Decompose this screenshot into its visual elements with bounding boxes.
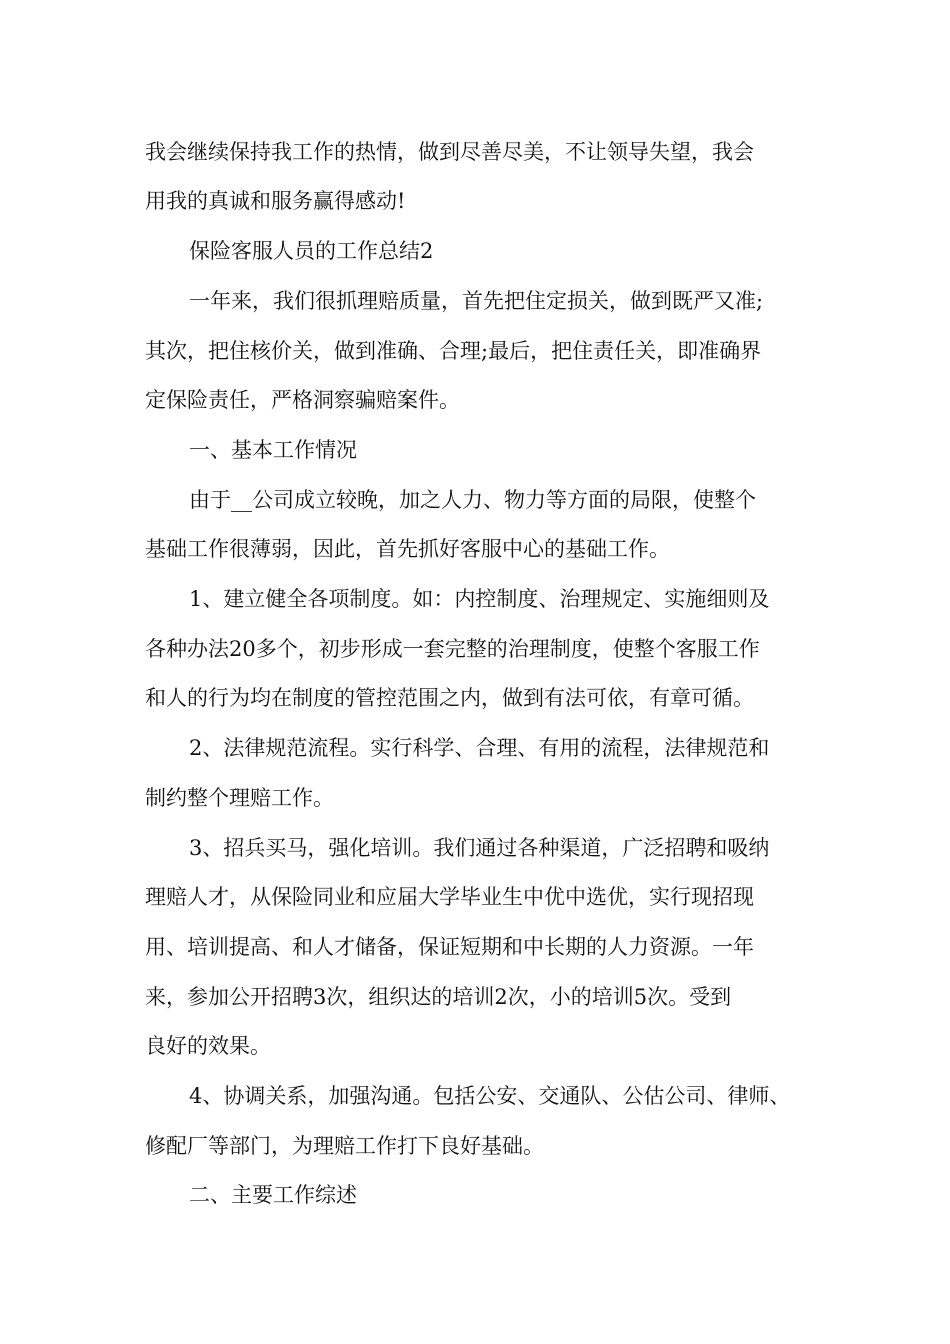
- paragraph-line: 用、培训提高、和人才储备，保证短期和中长期的人力资源。一年: [145, 935, 754, 959]
- paragraph-line: 良好的效果。: [145, 1034, 271, 1058]
- section-title: 保险客服人员的工作总结2: [189, 239, 434, 263]
- paragraph-line: 理赔人才，从保险同业和应届大学毕业生中优中选优，实行现招现: [145, 885, 754, 909]
- paragraph-line: 1、建立健全各项制度。如：内控制度、治理规定、实施细则及: [189, 587, 770, 611]
- paragraph-line: 3、招兵买马，强化培训。我们通过各种渠道，广泛招聘和吸纳: [189, 836, 770, 860]
- paragraph-line: 其次，把住核价关，做到准确、合理;最后，把住责任关，即准确界: [145, 339, 762, 363]
- paragraph-line: 来，参加公开招聘3次，组织达的培训2次，小的培训5次。受到: [145, 985, 732, 1009]
- paragraph-line: 基础工作很薄弱，因此，首先抓好客服中心的基础工作。: [145, 537, 670, 561]
- paragraph-line: 和人的行为均在制度的管控范围之内，做到有法可依，有章可循。: [145, 686, 754, 710]
- section-heading: 一、基本工作情况: [189, 438, 357, 462]
- paragraph-line: 修配厂等部门，为理赔工作打下良好基础。: [145, 1134, 544, 1158]
- paragraph-line: 用我的真诚和服务赢得感动!: [145, 189, 406, 213]
- paragraph-line: 制约整个理赔工作。: [145, 786, 334, 810]
- paragraph-line: 4、协调关系，加强沟通。包括公安、交通队、公估公司、律师、: [189, 1084, 791, 1108]
- paragraph-line: 我会继续保持我工作的热情，做到尽善尽美，不让领导失望，我会: [145, 140, 754, 164]
- paragraph-line: 一年来，我们很抓理赔质量，首先把住定损关，做到既严又准;: [189, 289, 764, 313]
- section-heading: 二、主要工作综述: [189, 1183, 357, 1207]
- paragraph-line: 2、法律规范流程。实行科学、合理、有用的流程，法律规范和: [189, 736, 770, 760]
- paragraph-line: 由于__公司成立较晚，加之人力、物力等方面的局限，使整个: [189, 488, 756, 512]
- paragraph-line: 定保险责任，严格洞察骗赔案件。: [145, 388, 460, 412]
- paragraph-line: 各种办法20多个，初步形成一套完整的治理制度，使整个客服工作: [145, 637, 760, 661]
